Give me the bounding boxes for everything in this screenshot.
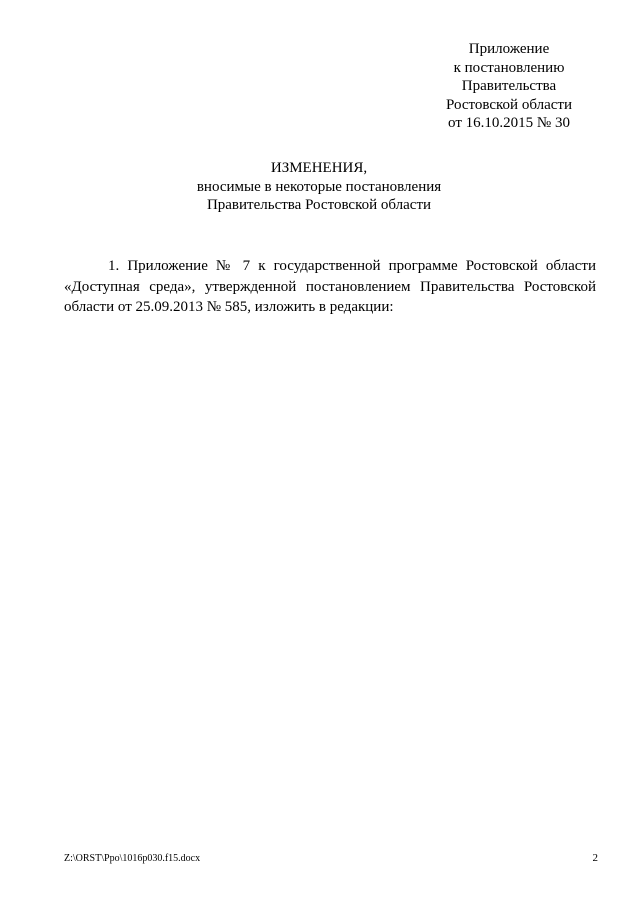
appendix-line-5: от 16.10.2015 № 30 bbox=[448, 115, 570, 131]
appendix-line-3: Правительства bbox=[461, 78, 557, 94]
appendix-line-1: Приложение bbox=[468, 41, 550, 57]
document-heading bbox=[168, 159, 470, 215]
heading-subtitle-line-1: вносимые в некоторые постановления bbox=[196, 178, 442, 195]
appendix-line-4: Ростовской области bbox=[446, 96, 572, 113]
appendix-header bbox=[418, 40, 600, 133]
footer-file-path: Z:\ORST\Ppo\1016p030.f15.docx bbox=[64, 853, 201, 864]
page-number: 2 bbox=[592, 852, 598, 864]
appendix-line-2: к постановлению bbox=[453, 59, 565, 76]
body-paragraph-1: 1. Приложение № 7 к государственной программе Ростовской области «Доступная среда», утвержденной постановлением Правительства Ростовской области от 25.09.2013 № 585, изложить в редакции: bbox=[64, 258, 596, 315]
heading-title: ИЗМЕНЕНИЯ, bbox=[270, 160, 368, 176]
heading-subtitle-line-2: Правительства Ростовской области bbox=[206, 197, 432, 213]
